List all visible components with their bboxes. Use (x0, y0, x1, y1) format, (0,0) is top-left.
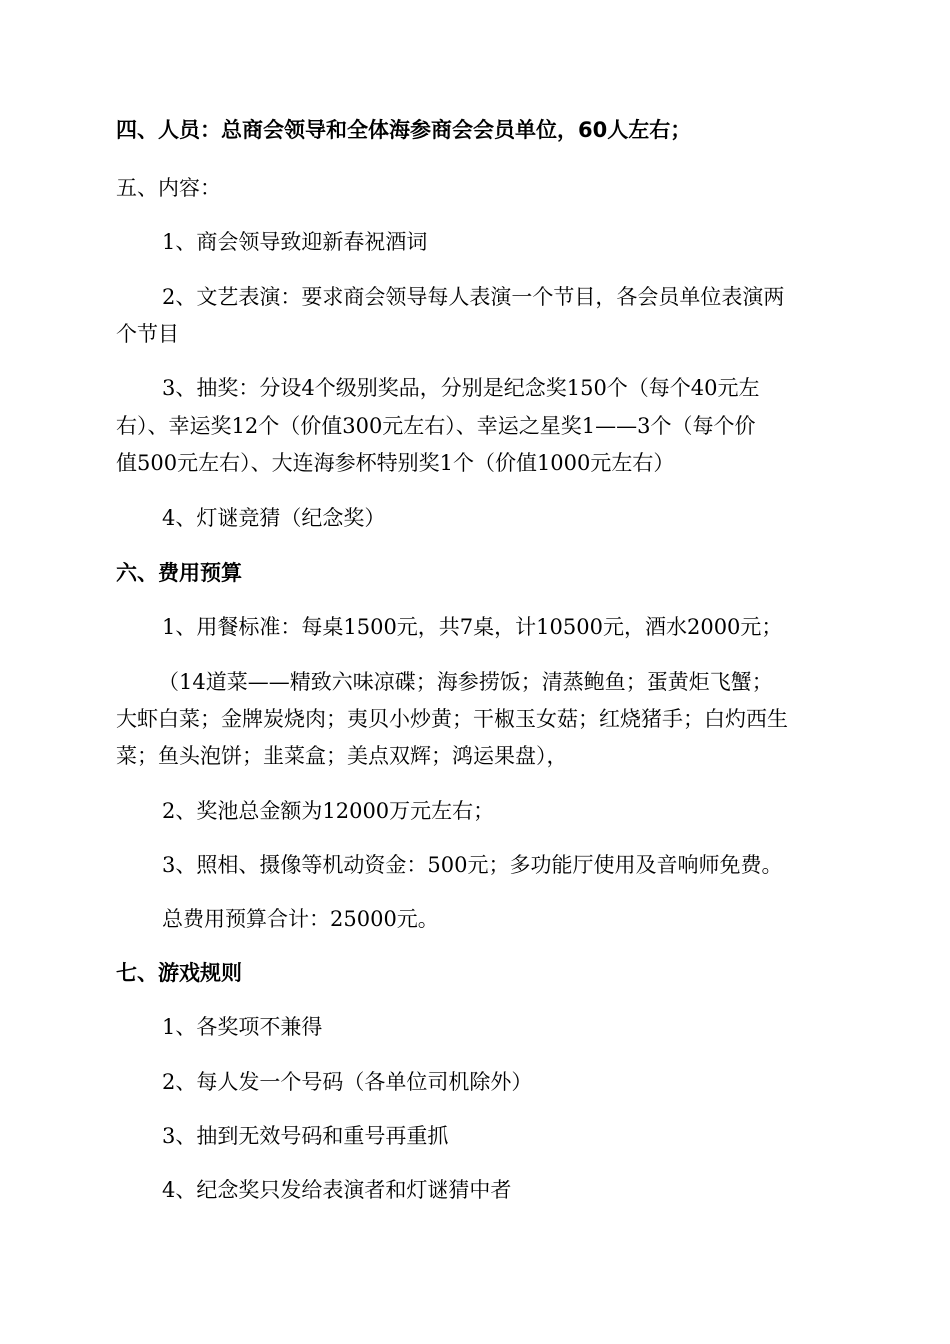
content-item-3-line-1: 3、抽奖：分设4个级别奖品，分别是纪念奖150个（每个40元左 (162, 376, 760, 400)
budget-item-3: 3、照相、摄像等机动资金：500元；多功能厅使用及音响师免费。 (162, 853, 783, 877)
budget-total: 总费用预算合计：25000元。 (162, 907, 439, 931)
rules-item-4: 4、纪念奖只发给表演者和灯谜猜中者 (162, 1178, 512, 1202)
budget-menu-line-2: 大虾白菜；金牌炭烧肉；夷贝小炒黄；干椒玉女菇；红烧猪手；白灼西生 (116, 707, 788, 731)
rules-item-2: 2、每人发一个号码（各单位司机除外） (162, 1070, 533, 1094)
section-heading-rules: 七、游戏规则 (116, 961, 242, 985)
content-item-3-line-3: 值500元左右）、大连海参杯特别奖1个（价值1000元左右） (116, 451, 675, 475)
content-item-2-line-1: 2、文艺表演：要求商会领导每人表演一个节目，各会员单位表演两 (162, 285, 785, 309)
content-item-3-line-2: 右）、幸运奖12个（价值300元左右）、幸运之星奖1——3个（每个价 (116, 414, 756, 438)
budget-item-1: 1、用餐标准：每桌1500元，共7桌，计10500元，酒水2000元； (162, 615, 783, 639)
budget-menu-line-1: （14道菜——精致六味凉碟；海参捞饭；清蒸鲍鱼；蛋黄炬飞蟹； (158, 670, 773, 694)
section-heading-budget: 六、费用预算 (116, 561, 242, 585)
content-item-1: 1、商会领导致迎新春祝酒词 (162, 230, 428, 254)
content-item-4: 4、灯谜竞猜（纪念奖） (162, 506, 386, 530)
rules-item-1: 1、各奖项不兼得 (162, 1015, 323, 1039)
section-heading-content: 五、内容： (116, 176, 221, 200)
budget-menu-line-3: 菜；鱼头泡饼；韭菜盒；美点双辉；鸿运果盘）， (116, 744, 568, 768)
section-heading-personnel: 四、人员：总商会领导和全体海参商会会员单位，60人左右； (116, 118, 692, 142)
rules-item-3: 3、抽到无效号码和重号再重抓 (162, 1124, 449, 1148)
budget-item-2: 2、奖池总金额为12000万元左右； (162, 799, 495, 823)
content-item-2-line-2: 个节目 (116, 322, 179, 346)
